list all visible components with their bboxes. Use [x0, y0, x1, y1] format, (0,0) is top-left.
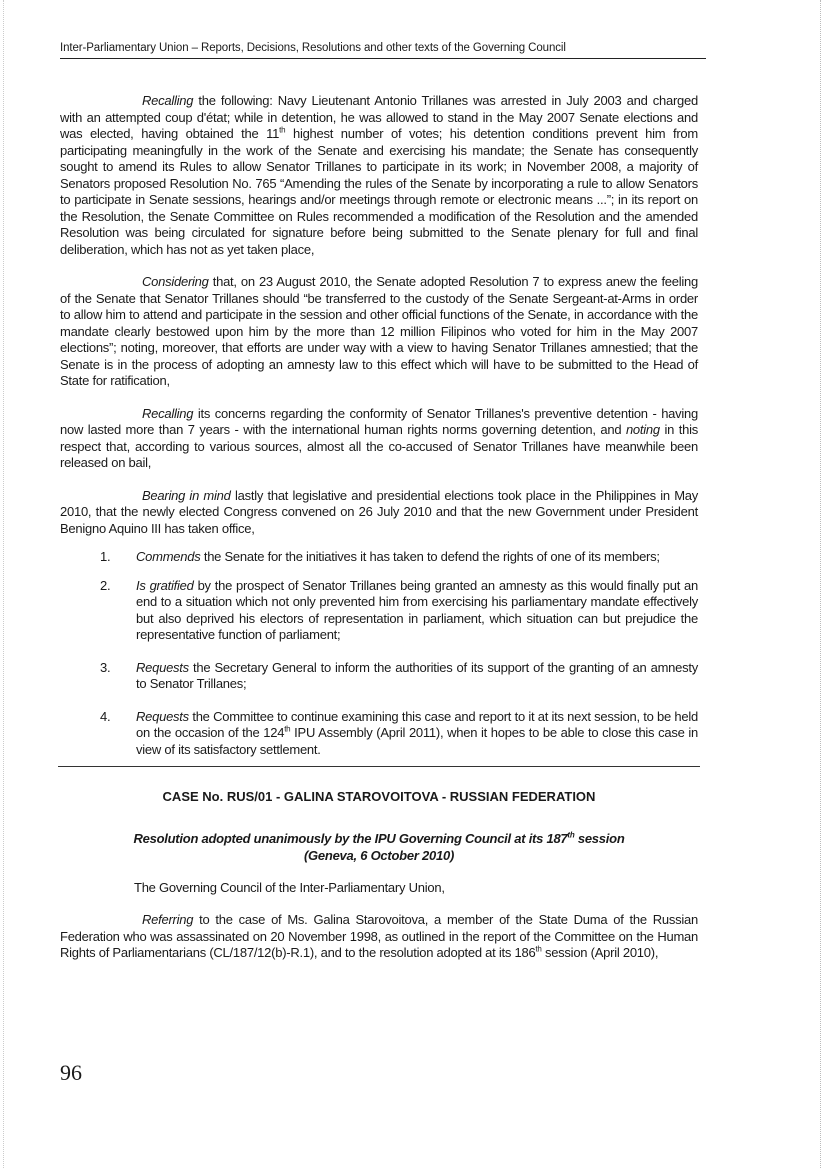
paragraph-lead: Recalling	[142, 93, 194, 108]
resolution-title-line1-end: session	[574, 830, 625, 846]
paragraph-text: lastly that legislative and presidential elections took place in the Philippines in May 2010, that the newly elected Congress convened on 26 July 2010 and that the new Government under President Benigno Aquino III has taken office,	[60, 487, 698, 536]
operative-item-4	[100, 709, 698, 759]
item-number: 1.	[100, 549, 111, 564]
page-number: 96	[60, 1060, 82, 1085]
item-lead: Requests	[136, 659, 189, 675]
paragraph-text-continued: session (April 2010),	[541, 945, 659, 960]
item-text	[136, 578, 698, 644]
item-lead: Requests	[136, 708, 189, 724]
item-text	[136, 660, 698, 693]
item-number: 4.	[100, 708, 111, 724]
item-lead: Is gratified	[136, 577, 194, 593]
paragraph-text: the following: Navy Lieutenant Antonio Trillanes was arrested in July 2003 and charged with an attempted coup d'état; while in detention, he was allowed to stand in the May 2007 Senate elections and was elected, having obtained the 11	[60, 93, 698, 141]
item-number: 3.	[100, 659, 111, 675]
paragraph-lead: Bearing in mind	[142, 487, 231, 503]
ordinal-suffix: th	[284, 724, 291, 734]
resolution-title-line2: (Geneva, 6 October 2010)	[303, 847, 455, 863]
paragraph-bearing-in-mind	[60, 488, 698, 538]
ordinal-suffix: th	[567, 830, 575, 840]
paragraph-lead-noting: noting	[625, 422, 660, 437]
paragraph-lead: Considering	[142, 274, 209, 289]
item-body: the Committee to continue examining this case and report to it at its next session, to be held on the occasion of the 124	[136, 708, 698, 740]
item-lead: Commends	[136, 549, 201, 564]
item-body-continued: IPU Assembly (April 2011), when it hopes to be able to close this case in view of its satisfactory settlement.	[136, 725, 698, 757]
operative-item-1	[100, 549, 698, 566]
operative-item-2	[100, 578, 698, 644]
paragraph-recalling-concerns	[60, 406, 698, 472]
body-text	[60, 93, 698, 962]
item-text	[136, 549, 698, 566]
paragraph-text: to the case of Ms. Galina Starovoitova, a member of the State Duma of the Russian Federation who was assassinated on 20 November 1998, as outlined in the report of the Committee on the Human Rights of Parliamentarians (CL/187/12(b)-R.1), and to the resolution adopted at its 186	[60, 912, 698, 960]
paragraph-considering	[60, 274, 698, 390]
paragraph-text-continued: in this respect that, according to various sources, almost all the co-accused of Senator Trillanes have meanwhile been released on bail,	[60, 422, 698, 470]
scan-edge-right	[819, 0, 821, 1168]
paragraph-lead: Recalling	[142, 405, 194, 421]
item-body: by the prospect of Senator Trillanes being granted an amnesty as this would finally put an end to a situation which not only prevented him from exercising his parliamentary mandate effectively but also deprived his electors of representation in parliament, which situation can but prejudice the representative function of parliament;	[136, 577, 698, 642]
resolution-title-line1: Resolution adopted unanimously by the IPU Governing Council at its 187	[133, 830, 568, 846]
governing-council-opener: The Governing Council of the Inter-Parliamentary Union,	[134, 879, 445, 895]
paragraph-text: that, on 23 August 2010, the Senate adopted Resolution 7 to express anew the feeling of the Senate that Senator Trillanes should “be transferred to the custody of the Senate Sergeant-at-Arms in order to allow him to attend and participate in the session and other official functions of the Senate, in accordance with the mandate clearly bestowed upon him by the more than 12 million Filipinos who voted for him in the May 2007 elections”; noting, moreover, that efforts are under way with a view to having Senator Trillanes amnestied; that the Senate is in the process of adopting an amnesty law to this effect which will have to be submitted to the Head of State for ratification,	[60, 274, 698, 388]
operative-item-3	[100, 660, 698, 693]
paragraph-recalling-facts	[60, 93, 698, 258]
item-body: the Senate for the initiatives it has taken to defend the rights of one of its members;	[200, 549, 660, 564]
paragraph-lead: Referring	[142, 912, 194, 927]
paragraph-referring	[60, 912, 698, 962]
resolution-title	[60, 830, 698, 864]
item-text	[136, 709, 698, 759]
ordinal-suffix: th	[279, 125, 286, 135]
item-body: the Secretary General to inform the authorities of its support of the granting of an amnesty to Senator Trillanes;	[136, 659, 698, 691]
running-header: Inter-Parliamentary Union – Reports, Decisions, Resolutions and other texts of the Governing Council	[60, 42, 706, 59]
ordinal-suffix: th	[535, 944, 542, 954]
scan-edge-left	[3, 0, 5, 1168]
paragraph-text-continued: highest number of votes; his detention conditions prevent him from participating meaningfully in the work of the Senate and exercising his mandate; the Senate has consequently sought to amend its Rules to allow Senator Trillanes to participate in its work; in November 2008, a majority of Senators proposed Resolution No. 765 “Amending the rules of the Senate by incorporating a rule to allow Senators to participate in Senate sessions, hearings and/or meetings through remote or electronic means ...”; in its report on the Resolution, the Senate Committee on Rules recommended a modification of the Resolution and the amended Resolution was being circulated for signature before being submitted to the Senate plenary for full and final deliberation, which has not as yet taken place,	[60, 126, 698, 257]
case-title: CASE No. RUS/01 - GALINA STAROVOITOVA - RUSSIAN FEDERATION	[162, 789, 596, 804]
section-divider	[58, 766, 700, 767]
item-number: 2.	[100, 577, 111, 593]
paragraph-text: its concerns regarding the conformity of Senator Trillanes's preventive detention - having now lasted more than 7 years - with the international human rights norms governing detention, and	[60, 405, 698, 437]
